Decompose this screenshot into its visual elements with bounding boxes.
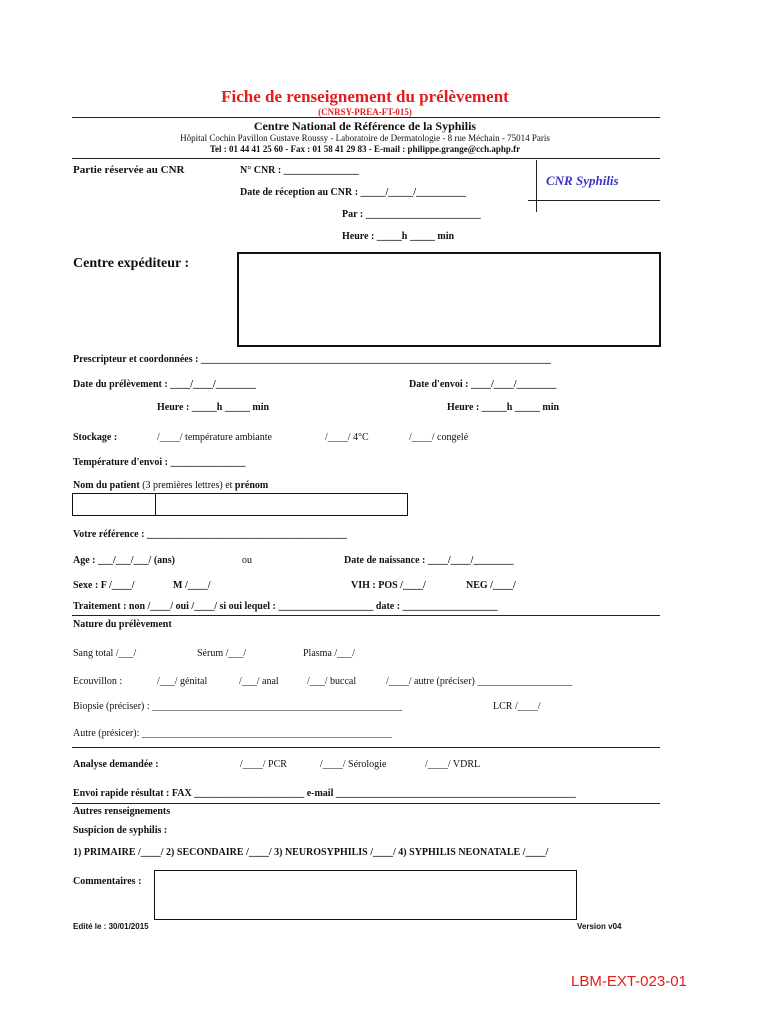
ecouvillon-label: Ecouvillon :: [73, 676, 123, 687]
stockage-4c-checkbox[interactable]: /____/ 4°C: [325, 432, 369, 443]
analyse-pcr-checkbox[interactable]: /____/ PCR: [240, 759, 287, 770]
centre-contact: Tel : 01 44 41 25 60 - Fax : 01 58 41 29 83 - E-mail : philippe.grange@cch.aphp.fr: [209, 144, 521, 154]
serum-checkbox[interactable]: Sérum /___/: [197, 648, 247, 659]
vih-pos-checkbox[interactable]: VIH : POS /____/: [351, 580, 426, 591]
patient-name-label: [73, 480, 268, 491]
patient-name-label-a: Nom du patient: [73, 480, 140, 491]
suspicion-label: Suspicion de syphilis :: [73, 825, 168, 836]
centre-address: Hôpital Cochin Pavillon Gustave Roussy - Laboratoire de Dermatologie - 8 rue Méchain - 75014 Paris: [180, 133, 550, 143]
lcr-checkbox[interactable]: LCR /____/: [493, 701, 541, 712]
cnr-heure-field[interactable]: Heure : _____h _____ min: [342, 231, 455, 242]
ecouvillon-autre-field[interactable]: /____/ autre (préciser) ___________________: [386, 676, 573, 687]
header-divider-top: [72, 117, 660, 118]
prescripteur-field[interactable]: Prescripteur et coordonnées : ______________________________________________________________________: [73, 354, 551, 365]
plasma-checkbox[interactable]: Plasma /___/: [303, 648, 355, 659]
cnr-reception-date-field[interactable]: Date de réception au CNR : _____/_____/__________: [240, 187, 467, 198]
patient-name-label-c: prénom: [234, 480, 269, 491]
analyse-divider: [72, 747, 660, 748]
reference-field[interactable]: Votre référence : ________________________________________: [73, 529, 347, 540]
analyse-label: Analyse demandée :: [73, 759, 159, 770]
autres-title: Autres renseignements: [73, 806, 171, 817]
version-label: Version v04: [577, 922, 622, 931]
autre-prelevement-field[interactable]: Autre (présicer): __________________________________________________: [73, 728, 392, 739]
prelevement-date-field[interactable]: Date du prélèvement : ____/____/________: [73, 379, 256, 390]
ecouvillon-anal-checkbox[interactable]: /___/ anal: [239, 676, 279, 687]
prelevement-heure-field[interactable]: Heure : _____h _____ min: [157, 402, 270, 413]
suspicion-stades-checkboxes[interactable]: 1) PRIMAIRE /____/ 2) SECONDAIRE /____/ 3) NEUROSYPHILIS /____/ 4) SYPHILIS NEONATALE /____/: [73, 847, 549, 858]
vih-neg-checkbox[interactable]: NEG /____/: [466, 580, 516, 591]
cnr-number-field[interactable]: N° CNR : _______________: [240, 165, 359, 176]
stockage-congele-checkbox[interactable]: /____/ congelé: [409, 432, 469, 443]
autres-divider: [72, 803, 660, 804]
centre-name: Centre National de Référence de la Syphilis: [253, 119, 477, 133]
commentaires-box[interactable]: [154, 870, 577, 920]
edition-date: Edité le : 30/01/2015: [73, 922, 149, 931]
analyse-vdrl-checkbox[interactable]: /____/ VDRL: [425, 759, 481, 770]
commentaires-label: Commentaires :: [73, 876, 142, 887]
birthdate-field[interactable]: Date de naissance : ____/____/________: [344, 555, 514, 566]
form-title: Fiche de renseignement du prélèvement: [221, 87, 509, 106]
document-reference: LBM-EXT-023-01: [571, 973, 687, 990]
sang-total-checkbox[interactable]: Sang total /___/: [73, 648, 137, 659]
ecouvillon-genital-checkbox[interactable]: /___/ génital: [157, 676, 208, 687]
patient-name-label-b: (3 premières lettres) et: [139, 480, 235, 491]
cnr-par-field[interactable]: Par : _______________________: [342, 209, 481, 220]
sexe-m-checkbox[interactable]: M /____/: [173, 580, 211, 591]
age-field[interactable]: Age : ___/___/___/ (ans): [73, 555, 175, 566]
ecouvillon-buccal-checkbox[interactable]: /___/ buccal: [307, 676, 357, 687]
patient-firstname-box[interactable]: [155, 493, 408, 516]
form-code: (CNRSY-PREA-FT-015): [318, 107, 412, 117]
cnr-stamp: CNR Syphilis: [546, 173, 619, 188]
traitement-field[interactable]: Traitement : non /____/ oui /____/ si oui lequel : ___________________ date : ___________________: [73, 601, 498, 612]
sexe-f-checkbox[interactable]: Sexe : F /____/: [73, 580, 135, 591]
stockage-ambiante-checkbox[interactable]: /____/ température ambiante: [157, 432, 272, 443]
cnr-section-label: Partie réservée au CNR: [73, 164, 185, 176]
expediteur-box[interactable]: [237, 252, 661, 347]
stockage-label: Stockage :: [73, 432, 118, 443]
stamp-horizontal-line: [528, 200, 660, 201]
patient-initials-box[interactable]: [72, 493, 156, 516]
header-divider-bottom: [72, 158, 660, 159]
envoi-rapide-field[interactable]: Envoi rapide résultat : FAX ______________________ e-mail ________________________________________________: [73, 788, 576, 799]
age-or-label: ou: [242, 555, 252, 566]
envoi-heure-field[interactable]: Heure : _____h _____ min: [447, 402, 560, 413]
nature-title: Nature du prélèvement: [73, 619, 172, 630]
biopsie-field[interactable]: Biopsie (préciser) : __________________________________________________: [73, 701, 403, 712]
temperature-envoi-field[interactable]: Température d'envoi : _______________: [73, 457, 246, 468]
nature-divider: [72, 615, 660, 616]
stamp-vertical-line: [536, 160, 537, 212]
analyse-serologie-checkbox[interactable]: /____/ Sérologie: [320, 759, 387, 770]
envoi-date-field[interactable]: Date d'envoi : ____/____/________: [409, 379, 557, 390]
expediteur-title: Centre expéditeur :: [73, 256, 190, 271]
